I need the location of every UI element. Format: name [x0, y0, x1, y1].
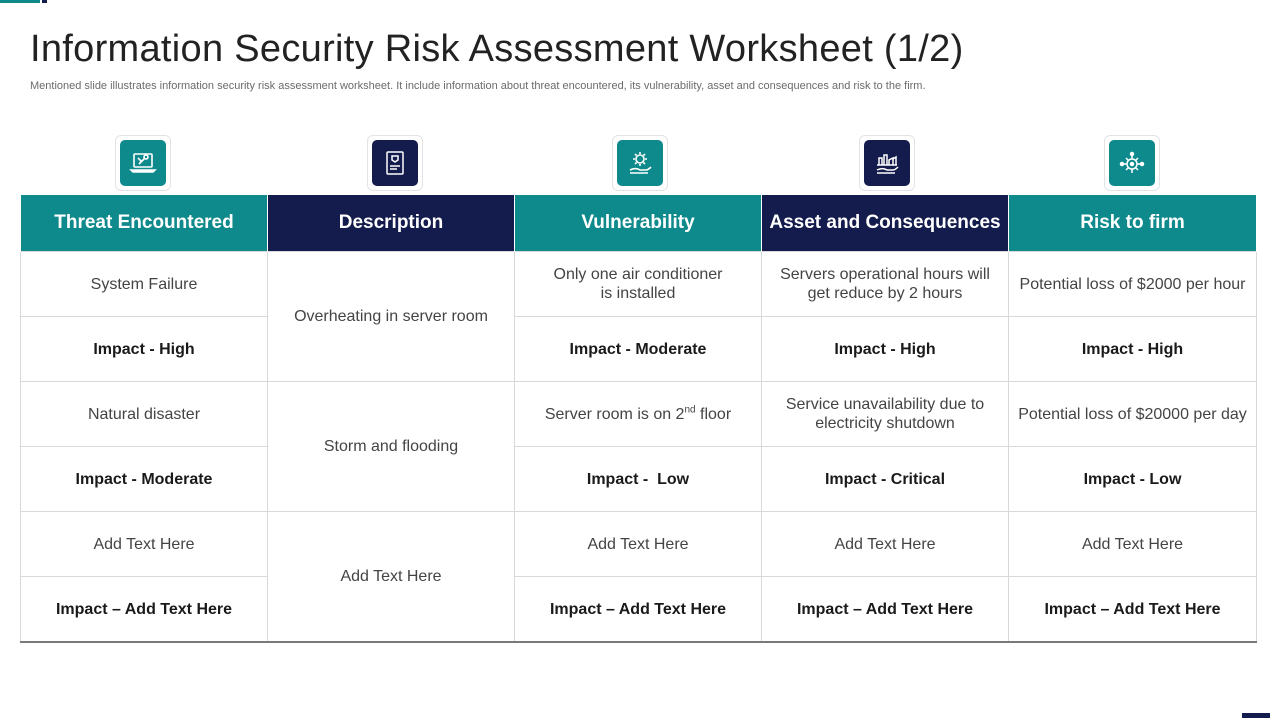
asset-text: Service unavailability due to electricity shutdown	[785, 396, 985, 432]
vulnerability-text-post: floor	[695, 405, 732, 423]
header-risk-to-firm: Risk to firm	[1009, 195, 1257, 252]
icon-card-threat	[115, 135, 171, 191]
asset-cell	[762, 252, 1009, 317]
laptop-tools-icon	[120, 140, 166, 186]
accent-bar-bottom	[1242, 713, 1270, 718]
header-description: Description	[268, 195, 515, 252]
risk-cell: Potential loss of $20000 per day	[1009, 382, 1257, 447]
table-row	[21, 317, 1257, 382]
risk-cell: Add Text Here	[1009, 512, 1257, 577]
table-row	[21, 447, 1257, 512]
threat-cell: Add Text Here	[21, 512, 268, 577]
asset-text: Servers operational hours will get reduce by 2 hours	[780, 266, 990, 302]
vulnerability-cell	[515, 252, 762, 317]
icon-card-vulnerability	[612, 135, 668, 191]
asset-impact-cell: Impact - Critical	[762, 447, 1009, 512]
accent-mark-top	[42, 0, 47, 3]
asset-impact-cell: Impact - High	[762, 317, 1009, 382]
document-badge-icon	[372, 140, 418, 186]
factory-hand-icon	[864, 140, 910, 186]
header-vulnerability: Vulnerability	[515, 195, 762, 252]
icon-card-asset	[859, 135, 915, 191]
description-cell: Add Text Here	[268, 512, 515, 643]
asset-impact-cell: Impact – Add Text Here	[762, 577, 1009, 643]
accent-bar-top	[0, 0, 40, 3]
header-threat-encountered: Threat Encountered	[21, 195, 268, 252]
threat-cell: System Failure	[21, 252, 268, 317]
table-row	[21, 382, 1257, 447]
header-asset-and-consequences: Asset and Consequences	[762, 195, 1009, 252]
table-row	[21, 577, 1257, 643]
asset-cell: Add Text Here	[762, 512, 1009, 577]
description-cell: Overheating in server room	[268, 252, 515, 382]
page-title: Information Security Risk Assessment Worksheet (1/2)	[30, 28, 964, 70]
vulnerability-impact-cell: Impact – Add Text Here	[515, 577, 762, 643]
risk-assessment-table	[20, 195, 1257, 643]
table-row	[21, 252, 1257, 317]
risk-impact-cell: Impact - Low	[1009, 447, 1257, 512]
threat-impact-cell: Impact - High	[21, 317, 268, 382]
risk-cell: Potential loss of $2000 per hour	[1009, 252, 1257, 317]
virus-network-icon	[1109, 140, 1155, 186]
table-header-row	[21, 195, 1257, 252]
risk-impact-cell: Impact – Add Text Here	[1009, 577, 1257, 643]
icon-card-description	[367, 135, 423, 191]
description-cell: Storm and flooding	[268, 382, 515, 512]
asset-cell	[762, 382, 1009, 447]
threat-cell: Natural disaster	[21, 382, 268, 447]
vulnerability-cell	[515, 382, 762, 447]
vulnerability-text-sup: nd	[684, 404, 696, 416]
vulnerability-impact-cell: Impact - Moderate	[515, 317, 762, 382]
risk-impact-cell: Impact - High	[1009, 317, 1257, 382]
table-row	[21, 512, 1257, 577]
icon-card-risk	[1104, 135, 1160, 191]
threat-impact-cell: Impact - Moderate	[21, 447, 268, 512]
page-subtitle: Mentioned slide illustrates information security risk assessment worksheet. It include information about threat encountered, its vulnerability, asset and consequences and risk to the firm.	[30, 80, 926, 92]
threat-impact-cell: Impact – Add Text Here	[21, 577, 268, 643]
vulnerability-cell: Add Text Here	[515, 512, 762, 577]
vulnerability-text-pre: Server room is on 2	[544, 405, 685, 423]
vulnerability-text: Only one air conditioner is installed	[553, 266, 723, 302]
vulnerability-impact-cell: Impact - Low	[515, 447, 762, 512]
gear-hand-icon	[617, 140, 663, 186]
